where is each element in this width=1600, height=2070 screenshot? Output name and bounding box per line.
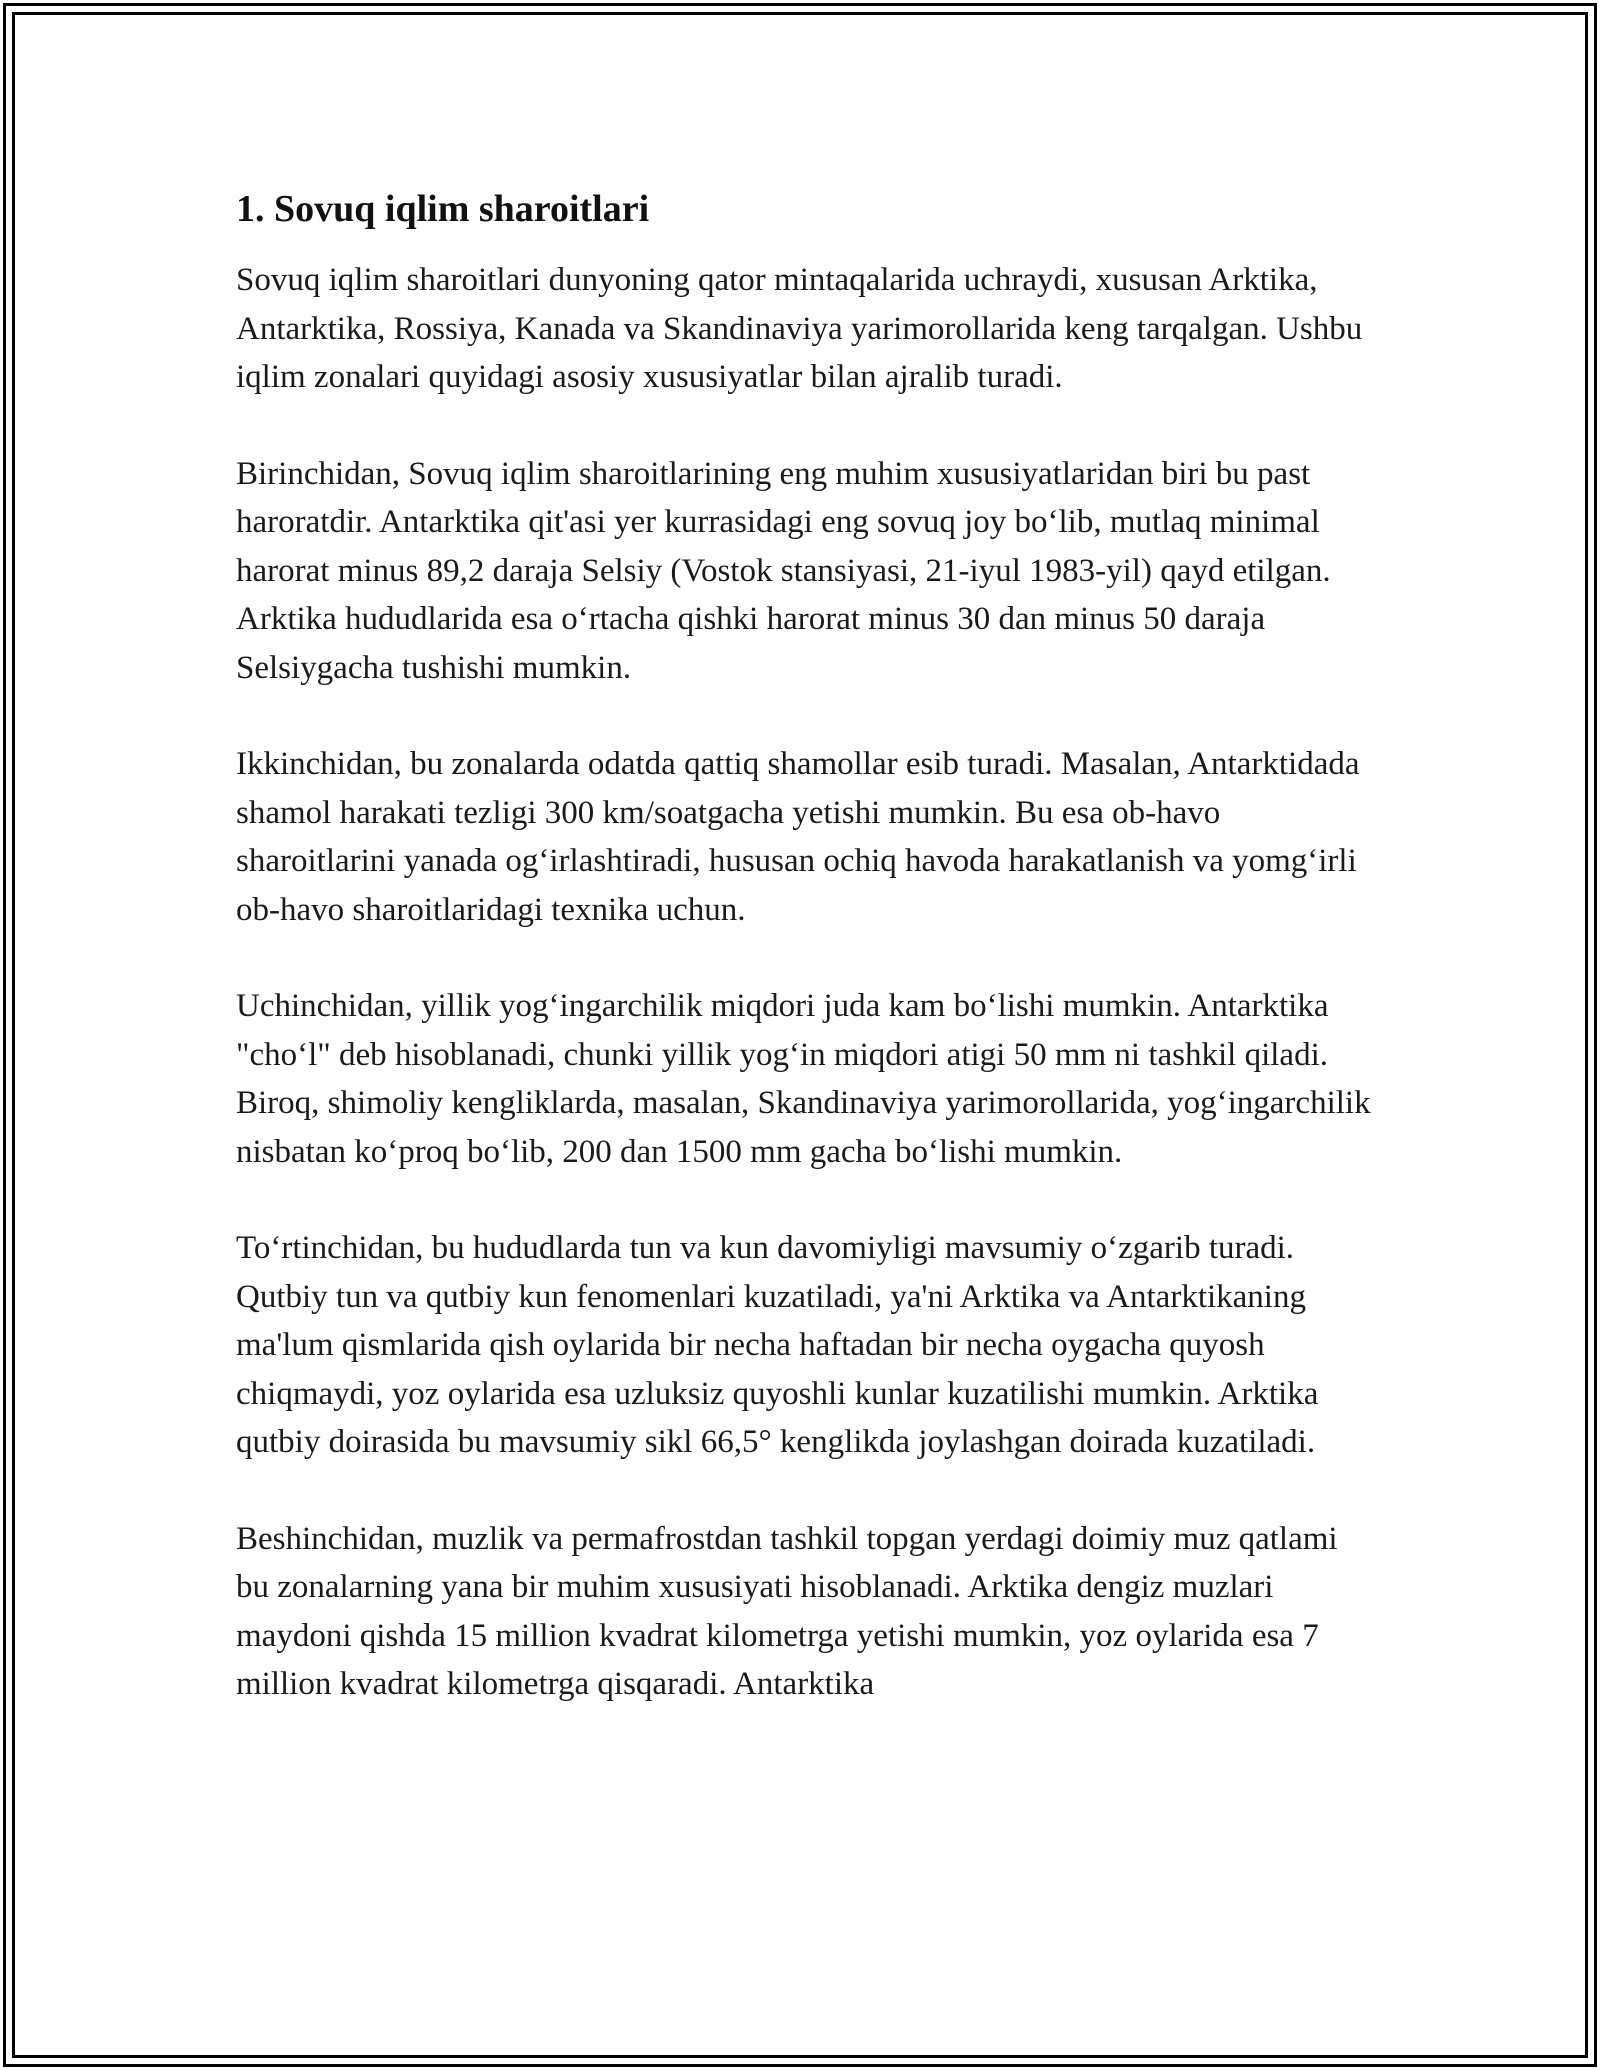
paragraph-second-winds: Ikkinchidan, bu zonalarda odatda qattiq shamollar esib turadi. Masalan, Antarktidada shamol harakati tezligi 300 km/soatgacha yetishi mumkin. Bu esa ob-havo sharoitlarini yanada og‘irlashtiradi, hususan ochiq havoda harakatlanish va yomg‘irli ob-havo sharoitlaridagi texnika uchun. xyxy=(236,746,1360,928)
paragraph-intro: Sovuq iqlim sharoitlari dunyoning qator mintaqalarida uchraydi, xususan Arktika, Antarktika, Rossiya, Kanada va Skandinaviya yarimorollarida keng tarqalgan. Ushbu iqlim zonalari quyidagi asosiy xususiyatlar bilan ajralib turadi. xyxy=(236,262,1363,395)
paragraph-third-precipitation: Uchinchidan, yillik yog‘ingarchilik miqdori juda kam bo‘lishi mumkin. Antarktika "cho‘l" deb hisoblanadi, chunki yillik yog‘in miqdori atigi 50 mm ni tashkil qiladi. Biroq, shimoliy kengliklarda, masalan, Skandinaviya yarimorollarida, yog‘ingarchilik nisbatan ko‘proq bo‘lib, 200 dan 1500 mm gacha bo‘lishi mumkin. xyxy=(236,988,1371,1170)
section-heading: 1. Sovuq iqlim sharoitlari xyxy=(236,188,650,230)
paragraph-fourth-day-night: To‘rtinchidan, bu hududlarda tun va kun davomiyligi mavsumiy o‘zgarib turadi. Qutbiy tun va qutbiy kun fenomenlari kuzatiladi, ya'ni Arktika va Antarktikaning ma'lum qismlarida qish oylarida bir necha haftadan bir necha oygacha quyosh chiqmaydi, yoz oylarida esa uzluksiz quyoshli kunlar kuzatilishi mumkin. Arktika qutbiy doirasida bu mavsumiy sikl 66,5° kenglikda joylashgan doirada kuzatiladi. xyxy=(236,1230,1319,1460)
document-body xyxy=(236,186,1372,1757)
paragraph-fifth-permafrost: Beshinchidan, muzlik va permafrostdan tashkil topgan yerdagi doimiy muz qatlami bu zonalarning yana bir muhim xususiyati hisoblanadi. Arktika dengiz muzlari maydoni qishda 15 million kvadrat kilometrga yetishi mumkin, yoz oylarida esa 7 million kvadrat kilometrga qisqaradi. Antarktika xyxy=(236,1520,1338,1702)
paragraph-first-low-temperature: Birinchidan, Sovuq iqlim sharoitlarining eng muhim xususiyatlaridan biri bu past haroratdir. Antarktika qit'asi yer kurrasidagi eng sovuq joy bo‘lib, mutlaq minimal harorat minus 89,2 daraja Selsiy (Vostok stansiyasi, 21-iyul 1983-yil) qayd etilgan. Arktika hududlarida esa o‘rtacha qishki harorat minus 30 dan minus 50 daraja Selsiygacha tushishi mumkin. xyxy=(236,455,1331,686)
